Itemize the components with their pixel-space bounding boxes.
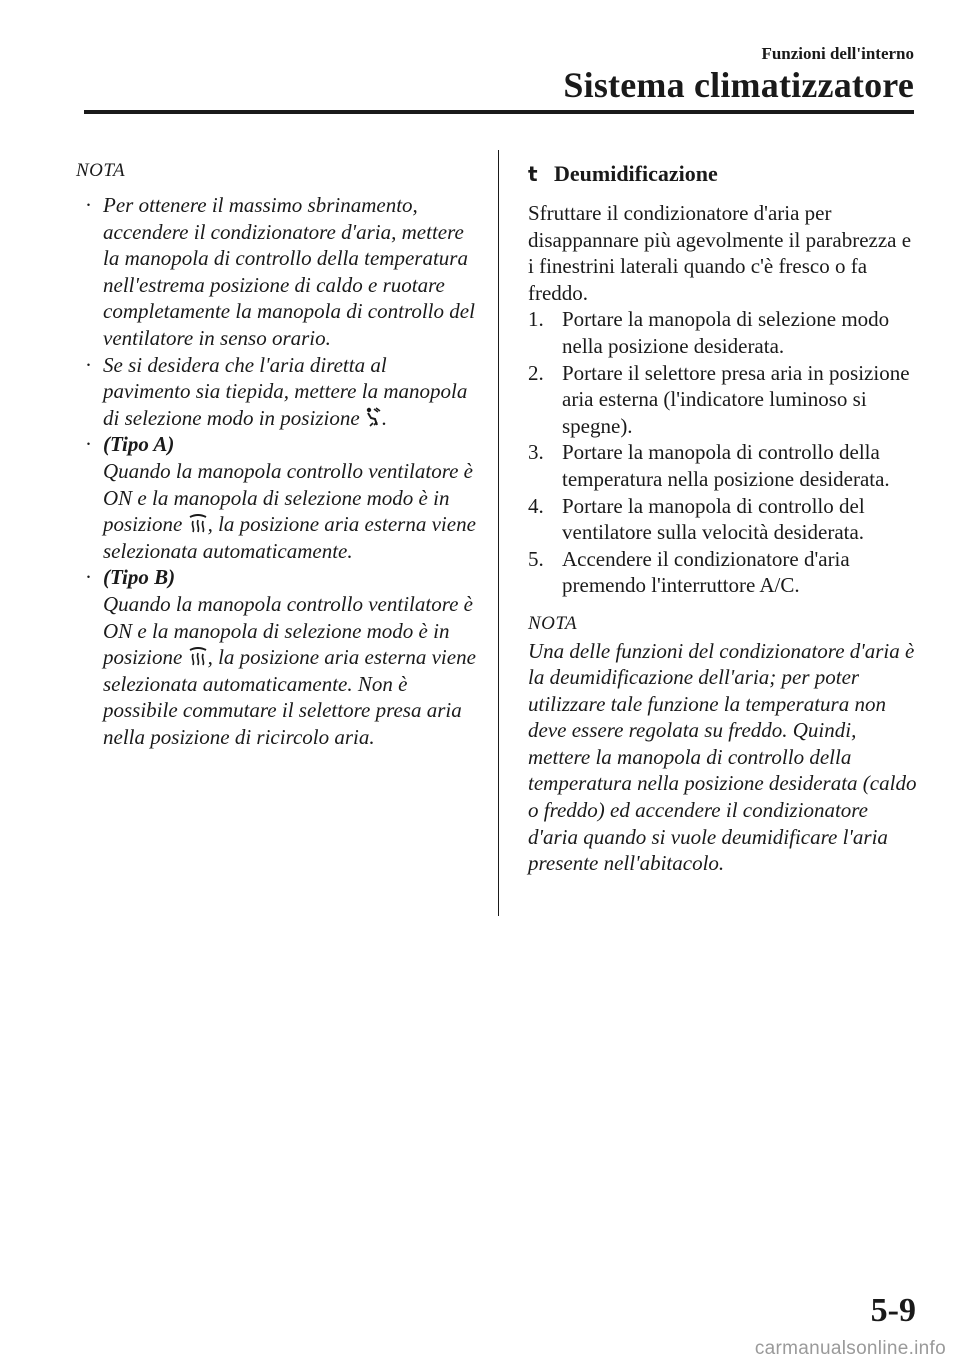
note-list — [76, 192, 476, 750]
windshield-defrost-icon — [188, 646, 208, 666]
nota-label: NOTA — [76, 160, 126, 181]
nota-text: Una delle funzioni del condizionatore d'aria è la deumidificazione dell'aria; per poter utilizzare tale funzione la temperatura non deve essere regolata su freddo. Quindi, mettere la manopola di controllo della temperatura nella posizione desiderata (caldo o freddo) ed accendere il condizionatore d'aria quando si vuole deumidificare l'aria presente nell'abitacolo. — [528, 638, 917, 876]
step-item — [528, 493, 918, 546]
note-text: Per ottenere il massimo sbrinamento, accendere il condizionatore d'aria, mettere la manopola di controllo della temperatura nell'estrema posizione di caldo e ruotare completamente la manopola di controllo del ventilatore in senso orario. — [103, 193, 475, 350]
note-text-end: , la posizione aria esterna viene selezionata automaticamente. Non è possibile commutare il selettore presa aria nella posizione di ricircolo aria. — [103, 645, 476, 749]
nota-box — [528, 611, 918, 877]
bullet: · — [85, 565, 92, 590]
note-text: Quando la manopola controllo ventilatore è ON e la manopola di selezione modo è in posizione — [103, 458, 473, 537]
section-marker-icon: t — [528, 162, 538, 186]
chapter-subtitle: Funzioni dell'interno — [761, 44, 914, 63]
step-number: 5. — [528, 546, 544, 571]
note-text-end: . — [381, 405, 388, 430]
section-heading — [528, 160, 918, 188]
step-item — [528, 439, 918, 492]
page-number: 5-9 — [870, 1292, 916, 1329]
windshield-defrost-icon — [188, 513, 208, 533]
bullet: · — [85, 193, 92, 217]
step-number: 2. — [528, 360, 544, 385]
note-item — [76, 192, 476, 352]
step-number: 3. — [528, 440, 544, 465]
left-column — [76, 160, 476, 750]
step-item — [528, 546, 918, 599]
note-item — [76, 564, 476, 750]
nota-label: NOTA — [528, 612, 578, 634]
note-type-label: (Tipo A) — [103, 432, 175, 457]
step-number: 1. — [528, 307, 544, 332]
note-text: Se si desidera che l'aria diretta al pavimento sia tiepida, mettere la manopola di selezione modo in posizione — [103, 352, 468, 430]
bullet: · — [85, 432, 92, 457]
bullet: · — [85, 352, 92, 377]
step-item — [528, 306, 918, 359]
intro-paragraph: Sfruttare il condizionatore d'aria per disappannare più agevolmente il parabrezza e i finestrini laterali quando c'è fresco o fa freddo. — [528, 201, 912, 305]
header-rule — [84, 110, 914, 114]
step-text: Portare la manopola di controllo della temperatura nella posizione desiderata. — [562, 440, 890, 491]
step-list — [528, 306, 918, 599]
section-title: Sistema climatizzatore — [563, 65, 914, 105]
floor-defrost-mode-icon — [365, 407, 382, 427]
step-item — [528, 360, 918, 440]
right-column — [528, 160, 918, 877]
column-divider — [498, 150, 499, 916]
note-text: Quando la manopola controllo ventilatore è ON e la manopola di selezione modo è in posizione — [103, 591, 473, 670]
step-number: 4. — [528, 493, 544, 518]
step-text: Portare la manopola di selezione modo nella posizione desiderata. — [562, 307, 890, 358]
watermark: carmanualsonline.info — [754, 1338, 946, 1359]
note-item — [76, 352, 476, 432]
note-item — [76, 431, 476, 564]
step-text: Accendere il condizionatore d'aria premendo l'interruttore A/C. — [562, 546, 850, 598]
note-type-label: (Tipo B) — [103, 565, 176, 590]
section-heading-text: Deumidificazione — [554, 161, 718, 186]
note-text-end: , la posizione aria esterna viene selezionata automaticamente. — [103, 512, 476, 563]
step-text: Portare il selettore presa aria in posizione aria esterna (l'indicatore luminoso si spegne). — [562, 360, 910, 438]
step-text: Portare la manopola di controllo del ventilatore sulla velocità desiderata. — [562, 493, 865, 545]
